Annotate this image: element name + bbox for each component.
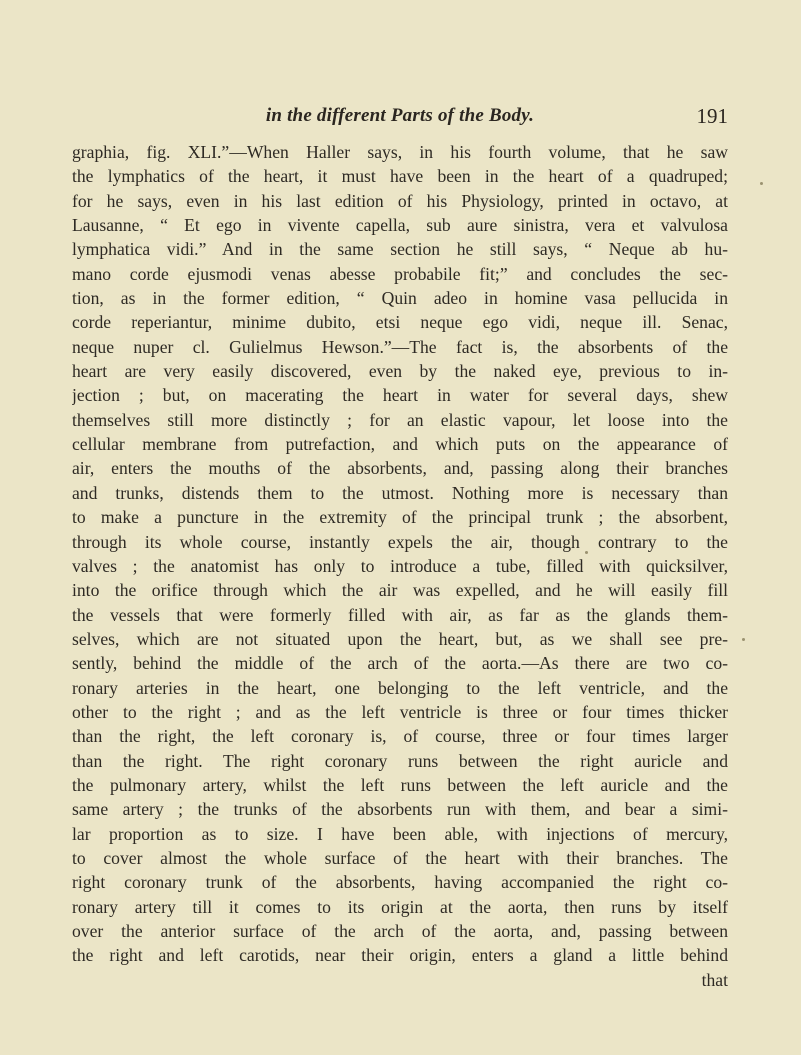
text-line: over the anterior surface of the arch of the aorta, and, passing between <box>72 921 728 941</box>
paper-speck <box>585 551 588 554</box>
text-line: heart are very easily discovered, even by the naked eye, previous to in- <box>72 361 728 382</box>
text-line: themselves still more distinctly ; for an elastic vapour, let loose into the <box>72 409 728 430</box>
page-number: 191 <box>696 104 728 128</box>
text-line: the vessels that were formerly filled with air, as far as the glands them- <box>72 604 728 625</box>
text-line: than the right, the left coronary is, of course, three or four times larger <box>72 726 728 747</box>
paper-speck <box>742 638 745 641</box>
text-line: jection ; but, on macerating the heart in water for several days, shew <box>72 385 728 406</box>
page-header <box>72 103 728 129</box>
text-line: same artery ; the trunks of the absorbents run with them, and bear a simi- <box>72 799 728 820</box>
paper-speck <box>760 182 763 185</box>
text-line: mano corde ejusmodi venas abesse probabile fit;” and concludes the sec- <box>72 263 728 284</box>
text-line: cellular membrane from putrefaction, and which puts on the appearance of <box>72 434 728 455</box>
text-line: to make a puncture in the extremity of the principal trunk ; the absorbent, <box>72 507 728 528</box>
running-head: in the different Parts of the Body. <box>265 105 535 126</box>
text-line: Lausanne, “ Et ego in vivente capella, sub aure sinistra, vera et valvulosa <box>72 215 728 236</box>
text-line: air, enters the mouths of the absorbents, and, passing along their branches <box>72 458 728 479</box>
text-line: to cover almost the whole surface of the heart with their branches. The <box>72 847 728 868</box>
text-line: tion, as in the former edition, “ Quin adeo in homine vasa pellucida in <box>72 288 728 309</box>
text-line: corde reperiantur, minime dubito, etsi neque ego vidi, neque ill. Senac, <box>72 312 728 333</box>
text-line: neque nuper cl. Gulielmus Hewson.”—The fact is, the absorbents of the <box>72 336 728 357</box>
text-line: right coronary trunk of the absorbents, having accompanied the right co- <box>72 872 728 893</box>
text-line: lar proportion as to size. I have been able, with injections of mercury, <box>72 823 728 844</box>
text-line: selves, which are not situated upon the heart, but, as we shall see pre- <box>72 628 728 649</box>
text-line: lymphatica vidi.” And in the same section he still says, “ Neque ab hu- <box>72 239 728 260</box>
text-line: other to the right ; and as the left ventricle is three or four times thicker <box>72 701 728 722</box>
text-line: through its whole course, instantly expels the air, though contrary to the <box>72 531 728 552</box>
body-text <box>72 140 728 992</box>
catchword: that <box>701 969 728 990</box>
text-line: graphia, fig. XLI.”—When Haller says, in his fourth volume, that he saw <box>72 142 728 162</box>
text-line: into the orifice through which the air was expelled, and he will easily fill <box>72 580 728 601</box>
text-line: the pulmonary artery, whilst the left runs between the left auricle and the <box>72 774 728 795</box>
text-line: sently, behind the middle of the arch of the aorta.—As there are two co- <box>72 653 728 674</box>
text-line: ronary artery till it comes to its origin at the aorta, then runs by itself <box>72 896 728 917</box>
text-line: ronary arteries in the heart, one belonging to the left ventricle, and the <box>72 677 728 698</box>
text-line: and trunks, distends them to the utmost. Nothing more is necessary than <box>72 482 728 503</box>
text-line: valves ; the anatomist has only to introduce a tube, filled with quicksilver, <box>72 555 728 576</box>
text-line: the lymphatics of the heart, it must have been in the heart of a quadruped; <box>72 166 728 187</box>
text-line: for he says, even in his last edition of his Physiology, printed in octavo, at <box>72 190 728 211</box>
text-line: than the right. The right coronary runs between the right auricle and <box>72 750 728 771</box>
text-line: the right and left carotids, near their origin, enters a gland a little behind <box>72 945 728 966</box>
